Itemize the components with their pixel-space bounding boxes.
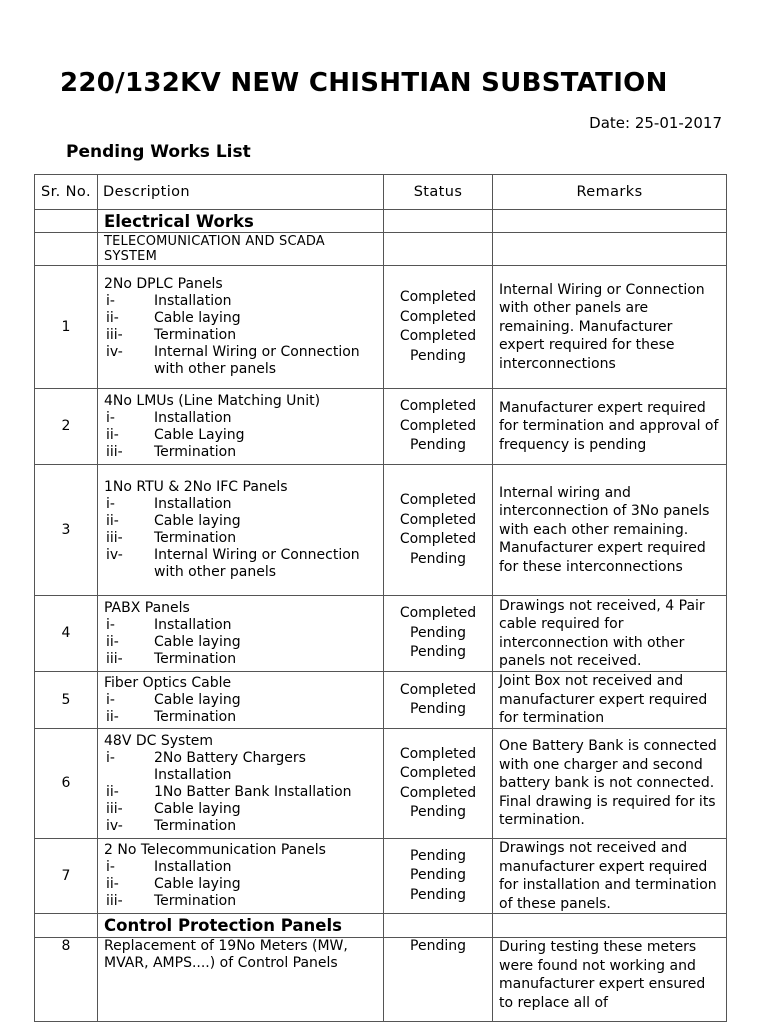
sub-task	[104, 444, 378, 461]
sub-task-text: Installation	[154, 859, 232, 875]
status-value: Completed	[399, 511, 477, 528]
sub-task-number: ii-	[106, 633, 119, 650]
sub-task-text: Cable Laying	[154, 426, 245, 443]
subsection-row-telecom	[35, 233, 727, 266]
sr-no-cell: 5	[35, 672, 98, 729]
sub-task	[104, 859, 378, 876]
status-cell	[384, 465, 493, 596]
sub-task-text: Internal Wiring or Connection with other panels	[154, 344, 360, 377]
sub-task	[104, 692, 378, 709]
status-value: Completed	[399, 328, 477, 344]
sub-task	[104, 818, 378, 835]
sub-task-text: Termination	[154, 650, 237, 667]
sub-task-text: Termination	[154, 817, 237, 834]
section-row-control	[35, 914, 727, 938]
sub-task	[104, 801, 378, 818]
sub-task	[104, 344, 378, 378]
status-cell	[384, 672, 493, 729]
table-row	[35, 266, 727, 389]
sub-task	[104, 513, 378, 530]
status-value: Completed	[399, 765, 477, 781]
status-cell	[384, 596, 493, 672]
remarks-cell: Drawings not received and manufacturer expert required for installation and termination of these panels.	[493, 839, 727, 914]
work-title: 2No DPLC Panels	[104, 276, 223, 292]
table-row	[35, 596, 727, 672]
sub-task-text: 2No Battery Chargers Installation	[154, 749, 306, 783]
table-row	[35, 672, 727, 729]
sub-task-text: Termination	[154, 708, 237, 725]
sub-task-number: iii-	[106, 443, 123, 460]
sub-task-number: iii-	[106, 327, 123, 343]
section-heading: Control Protection Panels	[98, 914, 384, 938]
description-cell	[98, 672, 384, 729]
sub-task-number: iv-	[106, 547, 123, 563]
table-row	[35, 465, 727, 596]
column-header-status: Status	[384, 175, 493, 210]
sub-task-text: Installation	[154, 496, 232, 512]
status-cell: Pending	[384, 938, 493, 1022]
status-value: Pending	[410, 867, 466, 884]
document-date: Date: 25-01-2017	[589, 114, 722, 132]
column-header-remarks: Remarks	[493, 175, 727, 210]
sub-task-text: Cable laying	[154, 310, 241, 326]
status-value: Completed	[399, 492, 477, 508]
status-cell	[384, 729, 493, 839]
work-title: Fiber Optics Cable	[104, 674, 232, 691]
description-cell	[98, 266, 384, 389]
sub-task-text: Cable laying	[154, 513, 241, 529]
sub-task-number: ii-	[106, 310, 119, 326]
sub-task	[104, 530, 378, 547]
sr-no-cell: 7	[35, 839, 98, 914]
sub-task-number: i-	[106, 859, 115, 875]
sub-task-number: i-	[106, 691, 115, 708]
status-value: Pending	[410, 644, 466, 661]
sub-task-number: iv-	[106, 817, 123, 834]
status-value: Completed	[399, 745, 477, 762]
status-value: Pending	[410, 701, 466, 717]
sub-task	[104, 293, 378, 310]
table-row	[35, 938, 727, 1022]
sub-task-text: Installation	[154, 616, 232, 633]
description-cell	[98, 596, 384, 672]
table-row	[35, 389, 727, 465]
sub-task	[104, 547, 378, 581]
sr-no-cell: 4	[35, 596, 98, 672]
sub-task	[104, 327, 378, 344]
sub-task-number: i-	[106, 293, 115, 309]
column-header-sr-no: Sr. No.	[35, 175, 98, 210]
sub-task	[104, 893, 378, 910]
sub-task-number: iii-	[106, 800, 123, 817]
sub-task-text: Termination	[154, 893, 237, 909]
sub-task-number: iii-	[106, 650, 123, 667]
status-value: Completed	[399, 531, 477, 547]
work-title: PABX Panels	[104, 599, 190, 616]
sub-task-text: Termination	[154, 443, 237, 460]
sub-task	[104, 709, 378, 726]
sub-task	[104, 410, 378, 427]
status-value: Completed	[399, 784, 477, 801]
sub-task	[104, 634, 378, 651]
sr-no-cell: 1	[35, 266, 98, 389]
status-value: Pending	[410, 347, 466, 364]
sub-task-text: Installation	[154, 409, 232, 426]
sub-task-text: Termination	[154, 327, 237, 343]
work-title: 2 No Telecommunication Panels	[104, 842, 326, 858]
sub-task-number: iii-	[106, 893, 123, 909]
sub-task-number: iii-	[106, 530, 123, 546]
sub-task	[104, 496, 378, 513]
sub-task	[104, 427, 378, 444]
description-cell	[98, 389, 384, 465]
work-title: 1No RTU & 2No IFC Panels	[104, 479, 288, 495]
status-value: Pending	[410, 624, 466, 641]
sub-task-text: 1No Batter Bank Installation	[154, 783, 352, 800]
sub-task	[104, 876, 378, 893]
table-header-row	[35, 175, 727, 210]
status-value: Pending	[410, 804, 466, 820]
status-value: Completed	[399, 417, 477, 434]
sr-no-cell: 6	[35, 729, 98, 839]
description-cell	[98, 465, 384, 596]
remarks-cell: Internal Wiring or Connection with other panels are remaining. Manufacturer expert required for these interconnections	[493, 266, 727, 389]
sub-task	[104, 784, 378, 801]
status-cell	[384, 266, 493, 389]
remarks-cell: Drawings not received, 4 Pair cable required for interconnection with other panels not received.	[493, 596, 727, 672]
column-header-description: Description	[98, 175, 384, 210]
sub-task-text: Cable laying	[154, 691, 241, 708]
sr-no-cell: 3	[35, 465, 98, 596]
remarks-cell: Internal wiring and interconnection of 3No panels with each other remaining. Manufacturer expert required for these interconnections	[493, 465, 727, 596]
work-title: 4No LMUs (Line Matching Unit)	[104, 392, 321, 409]
sub-task	[104, 651, 378, 668]
remarks-cell: One Battery Bank is connected with one charger and second battery bank is not connected. Final drawing is required for its termination.	[493, 729, 727, 839]
status-value: Pending	[410, 847, 466, 864]
sub-task-number: i-	[106, 409, 115, 426]
table-row	[35, 839, 727, 914]
pending-works-table	[34, 174, 727, 1022]
sub-task-number: ii-	[106, 426, 119, 443]
section-heading: Electrical Works	[98, 210, 384, 233]
sub-task-number: ii-	[106, 876, 119, 892]
sr-no-cell: 2	[35, 389, 98, 465]
remarks-cell: Joint Box not received and manufacturer expert required for termination	[493, 672, 727, 729]
section-row-electrical	[35, 210, 727, 233]
status-cell	[384, 389, 493, 465]
table-row	[35, 729, 727, 839]
remarks-cell: Manufacturer expert required for termination and approval of frequency is pending	[493, 389, 727, 465]
document-title: 220/132KV NEW CHISHTIAN SUBSTATION	[60, 68, 668, 98]
sub-task-number: ii-	[106, 513, 119, 529]
list-title: Pending Works List	[66, 142, 251, 162]
sub-task-number: i-	[106, 616, 115, 633]
sub-task-number: ii-	[106, 783, 119, 800]
sub-task-text: Internal Wiring or Connection with other panels	[154, 547, 360, 580]
status-value: Pending	[410, 550, 466, 567]
status-value: Completed	[399, 308, 477, 325]
sub-task-text: Cable laying	[154, 876, 241, 892]
status-value: Completed	[399, 605, 477, 622]
remarks-cell: During testing these meters were found not working and manufacturer expert ensured to replace all of	[493, 938, 727, 1022]
work-title: 48V DC System	[104, 732, 214, 749]
sub-task-text: Termination	[154, 530, 237, 546]
sub-task-number: ii-	[106, 708, 119, 725]
sub-task	[104, 617, 378, 634]
status-value: Completed	[399, 289, 477, 305]
description-cell	[98, 729, 384, 839]
sub-task-number: i-	[106, 496, 115, 512]
description-cell	[98, 839, 384, 914]
status-value: Completed	[399, 398, 477, 415]
sub-task-text: Installation	[154, 293, 232, 309]
status-value: Pending	[410, 886, 466, 903]
sub-task	[104, 310, 378, 327]
sub-task	[104, 750, 378, 784]
sr-no-cell: 8	[35, 938, 98, 1022]
description-cell: Replacement of 19No Meters (MW, MVAR, AMPS....) of Control Panels	[98, 938, 384, 1022]
subsection-heading: TELECOMUNICATION AND SCADA SYSTEM	[98, 233, 384, 266]
status-value: Pending	[410, 437, 466, 454]
sub-task-number: iv-	[106, 344, 123, 360]
status-value: Completed	[399, 681, 477, 698]
status-cell	[384, 839, 493, 914]
sub-task-text: Cable laying	[154, 800, 241, 817]
sub-task-number: i-	[106, 749, 115, 766]
sub-task-text: Cable laying	[154, 633, 241, 650]
